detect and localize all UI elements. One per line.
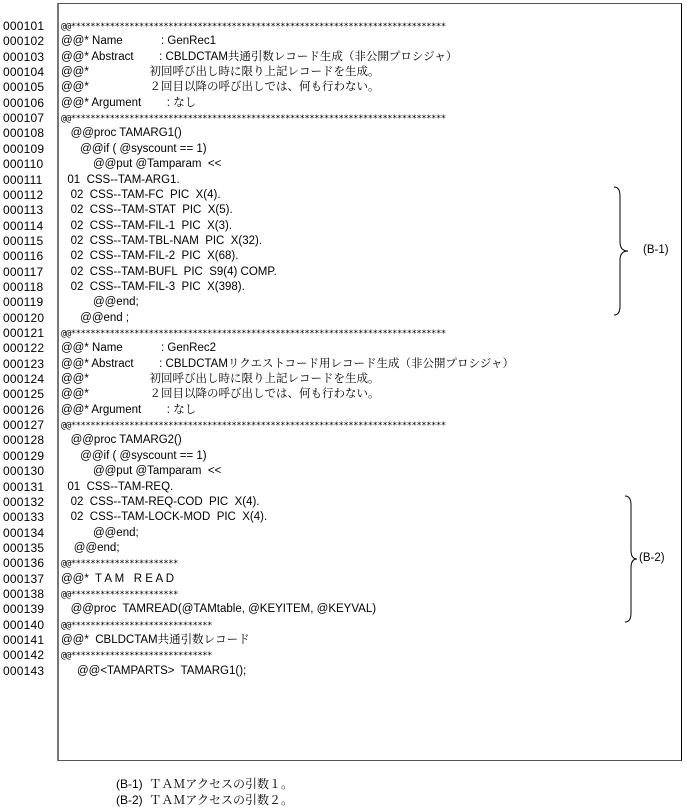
code-text: @@* ２回目以降の呼び出しでは、何も行わない。 [61, 81, 380, 94]
line-number: 000131 [3, 479, 45, 494]
code-text: @@* CBLDCTAM共通引数レコード [61, 634, 250, 646]
line-number: 000116 [3, 249, 44, 264]
line-number: 000112 [3, 187, 44, 202]
code-text: 01 CSS--TAM-ARG1. [61, 173, 180, 186]
code-text: 02 CSS--TAM-FC PIC X(4). [61, 188, 221, 201]
listing-line [0, 572, 687, 587]
line-number: 000141 [3, 633, 45, 647]
line-number: 000132 [3, 494, 45, 509]
code-text: 02 CSS--TAM-FIL-2 PIC X(68). [61, 250, 239, 263]
listing-line [0, 541, 687, 556]
listing-line [0, 433, 687, 448]
line-number: 000123 [3, 356, 45, 371]
listing-line [0, 418, 687, 433]
listing-line [0, 249, 687, 264]
line-number: 000137 [3, 571, 45, 586]
code-text: @@end; [61, 296, 139, 309]
code-text: @@end; [61, 541, 120, 554]
code-text: @@* Name : GenRec1 [61, 35, 217, 48]
listing-line [0, 633, 687, 648]
listing-line [0, 34, 687, 49]
listing-line [0, 203, 687, 218]
code-text: @@* Argument : なし [61, 403, 197, 416]
listing-line [0, 50, 687, 65]
listing-line [0, 403, 687, 418]
code-text: @@* Abstract : CBLDCTAMリクエストコード用レコード生成（非公開プロシジャ） [61, 357, 514, 370]
line-number: 000111 [3, 172, 43, 187]
code-text: @@* Argument : なし [61, 96, 197, 109]
line-number: 000122 [3, 341, 45, 356]
listing-line [0, 188, 687, 203]
line-number: 000125 [3, 387, 45, 402]
line-number: 000143 [3, 663, 45, 678]
listing-line [0, 265, 687, 280]
code-text: @@<TAMPARTS> TAMARG1(); [61, 664, 247, 677]
listing-line [0, 587, 687, 602]
code-text: @@* T A M R E A D [61, 572, 175, 585]
code-text: 02 CSS--TAM-TBL-NAM PIC X(32). [61, 234, 263, 247]
brace-b1-label: (B-1) [643, 244, 669, 256]
listing-line [0, 326, 687, 341]
line-number: 000117 [3, 264, 44, 279]
line-number: 000133 [3, 510, 45, 525]
code-text: @@***************************************************************************** [61, 329, 446, 339]
line-number: 000107 [3, 111, 45, 126]
code-text: @@********************** [61, 559, 178, 570]
brace-b1-icon [612, 186, 632, 316]
code-text: @@***************************************************************************** [61, 22, 446, 32]
code-text: @@***************************************************************************** [61, 421, 446, 432]
code-text: @@* ２回目以降の呼び出しでは、何も行わない。 [61, 388, 380, 401]
listing-line [0, 510, 687, 525]
listing-line [0, 556, 687, 571]
code-text: @@end; [61, 526, 139, 539]
listing-line [0, 173, 687, 188]
line-number: 000124 [3, 372, 45, 387]
line-number: 000126 [3, 402, 45, 417]
line-number: 000130 [3, 464, 45, 479]
code-text: @@* Abstract : CBLDCTAM共通引数レコード生成（非公開プロシジャ） [61, 50, 458, 63]
code-text: @@***************************** [61, 651, 212, 662]
listing-line [0, 526, 687, 541]
line-number: 000135 [3, 540, 45, 555]
line-number: 000127 [3, 418, 45, 433]
line-number: 000139 [3, 602, 45, 617]
listing-line [0, 111, 687, 126]
listing-line [0, 295, 687, 310]
code-text: @@proc TAMARG1() [61, 127, 182, 140]
line-number: 000113 [3, 203, 44, 218]
listing-line [0, 19, 687, 34]
code-text: 02 CSS--TAM-REQ-COD PIC X(4). [61, 495, 260, 508]
code-text: @@********************** [61, 589, 178, 600]
footnote-b2: (B-2) ＴＡＭアクセスの引数２。 [116, 793, 293, 807]
listing-line [0, 142, 687, 157]
line-number: 000140 [3, 617, 45, 632]
listing-line [0, 357, 687, 372]
listing-line [0, 80, 687, 95]
code-text: @@* Name : GenRec2 [61, 342, 217, 355]
line-number: 000128 [3, 433, 45, 448]
listing-line [0, 96, 687, 111]
line-number: 000103 [3, 49, 45, 64]
listing-line [0, 495, 687, 510]
footnote-b1: (B-1) ＴＡＭアクセスの引数１。 [116, 777, 293, 791]
code-text: @@if ( @syscount == 1) [61, 142, 207, 155]
listing-line [0, 280, 687, 295]
listing-line [0, 311, 687, 326]
line-number: 000120 [3, 310, 45, 325]
line-number: 000142 [3, 648, 45, 663]
code-text: @@if ( @syscount == 1) [61, 449, 207, 462]
code-text: 02 CSS--TAM-FIL-3 PIC X(398). [61, 280, 245, 293]
line-number: 000121 [3, 326, 45, 340]
listing-line [0, 602, 687, 617]
line-number: 000110 [3, 157, 44, 172]
listing-line [0, 126, 687, 141]
line-number: 000109 [3, 141, 45, 156]
code-text: @@***************************** [61, 620, 212, 631]
line-number: 000114 [3, 218, 44, 233]
code-text: @@* 初回呼び出し時に限り上記レコードを生成。 [61, 373, 380, 386]
line-number: 000101 [3, 19, 45, 33]
listing-line [0, 387, 687, 402]
line-number: 000119 [3, 295, 44, 310]
code-text: @@put @Tamparam << [61, 465, 222, 478]
listing-line [0, 648, 687, 663]
line-number: 000115 [3, 233, 44, 248]
line-number: 000136 [3, 556, 45, 571]
listing-line [0, 219, 687, 234]
line-number: 000108 [3, 126, 45, 141]
code-text: 01 CSS--TAM-REQ. [61, 480, 174, 493]
listing-line [0, 157, 687, 172]
code-text: @@proc TAMREAD(@TAMtable, @KEYITEM, @KEYVAL) [61, 603, 377, 616]
brace-b2-icon [624, 495, 638, 623]
line-number: 000118 [3, 279, 44, 294]
code-text: 02 CSS--TAM-STAT PIC X(5). [61, 204, 233, 217]
listing-line [0, 65, 687, 80]
line-number: 000105 [3, 80, 45, 95]
listing-line [0, 464, 687, 479]
listing-line [0, 234, 687, 249]
listing-line [0, 449, 687, 464]
line-number: 000102 [3, 34, 45, 49]
line-number: 000138 [3, 586, 45, 601]
line-number: 000134 [3, 525, 45, 540]
listing-line [0, 341, 687, 356]
line-number: 000104 [3, 65, 45, 80]
code-text: @@end ; [61, 311, 130, 324]
line-number: 000129 [3, 448, 45, 463]
code-text: @@proc TAMARG2() [61, 434, 182, 447]
code-text: 02 CSS--TAM-FIL-1 PIC X(3). [61, 219, 233, 232]
line-number: 000106 [3, 95, 45, 110]
listing-line [0, 618, 687, 633]
code-text: @@put @Tamparam << [61, 158, 222, 171]
listing-line [0, 664, 687, 679]
listing-line [0, 372, 687, 387]
code-text: @@* 初回呼び出し時に限り上記レコードを生成。 [61, 66, 380, 79]
code-text: @@***************************************************************************** [61, 114, 446, 125]
listing-line [0, 480, 687, 495]
code-text: 02 CSS--TAM-BUFL PIC S9(4) COMP. [61, 265, 277, 278]
brace-b2-label: (B-2) [639, 552, 665, 564]
code-text: 02 CSS--TAM-LOCK-MOD PIC X(4). [61, 511, 268, 524]
